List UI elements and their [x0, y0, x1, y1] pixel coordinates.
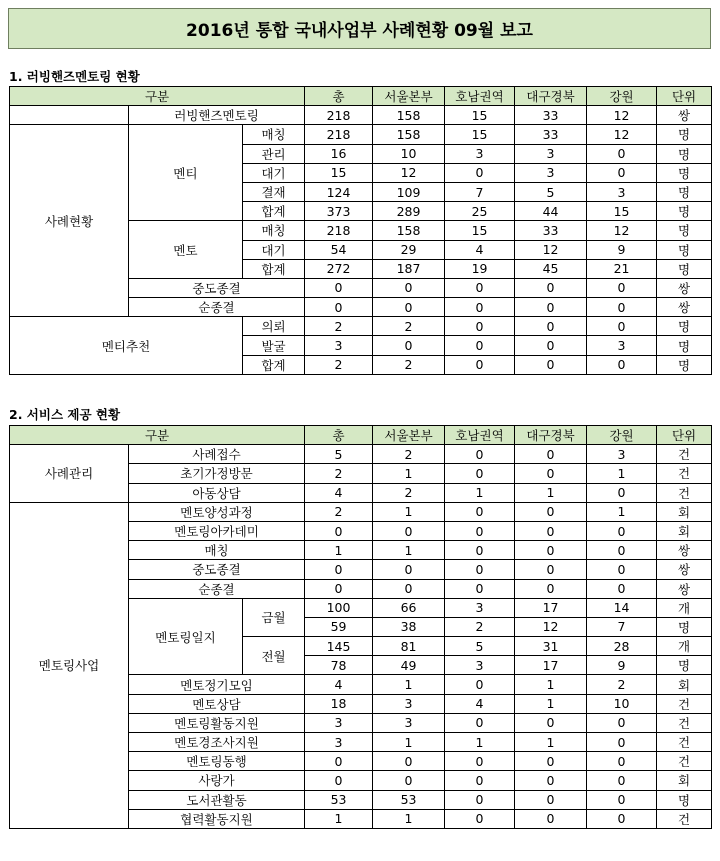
cell-value: 15: [305, 163, 373, 182]
cell-value: 14: [587, 598, 657, 617]
cell-value: 289: [373, 202, 445, 221]
subgroup-label-mentoring-journal: 멘토링일지: [129, 598, 243, 675]
cell-value: 66: [373, 598, 445, 617]
cell-value: 0: [587, 278, 657, 297]
row-label: 관리: [243, 144, 305, 163]
cell-value: 3: [373, 694, 445, 713]
cell-value: 187: [373, 259, 445, 278]
cell-value: 0: [515, 713, 587, 732]
header-daegu: 대구경북: [515, 87, 587, 106]
cell-value: 0: [515, 541, 587, 560]
cell-value: 53: [305, 790, 373, 809]
cell-value: 1: [587, 464, 657, 483]
row-label: 대기: [243, 240, 305, 259]
cell-value: 0: [587, 771, 657, 790]
header-gangwon: 강원: [587, 426, 657, 445]
table-header-row: [10, 87, 712, 106]
cell-value: 0: [305, 298, 373, 317]
table-row: [10, 502, 712, 521]
cell-value: 0: [445, 809, 515, 828]
cell-unit: 회: [657, 502, 712, 521]
cell-value: 5: [515, 182, 587, 201]
header-category: 구분: [10, 87, 305, 106]
cell-value: 12: [587, 125, 657, 144]
row-label: 협력활동지원: [129, 809, 305, 828]
cell-value: 0: [305, 752, 373, 771]
cell-value: 17: [515, 656, 587, 675]
cell-value: 1: [373, 502, 445, 521]
header-seoul: 서울본부: [373, 426, 445, 445]
cell-value: 38: [373, 617, 445, 636]
cell-unit: 명: [657, 355, 712, 374]
cell-value: 3: [445, 656, 515, 675]
cell-value: 45: [515, 259, 587, 278]
cell-value: 3: [587, 182, 657, 201]
cell-value: 1: [305, 809, 373, 828]
cell-value: 9: [587, 240, 657, 259]
subgroup-label-mentee: 멘티: [129, 125, 243, 221]
cell-value: 3: [305, 713, 373, 732]
cell-value: 1: [587, 502, 657, 521]
cell-value: 18: [305, 694, 373, 713]
cell-value: 272: [305, 259, 373, 278]
row-label: 순종결: [129, 579, 305, 598]
cell-value: 4: [305, 483, 373, 502]
cell-value: 0: [305, 771, 373, 790]
cell-value: 81: [373, 637, 445, 656]
cell-value: 2: [587, 675, 657, 694]
cell-value: 7: [445, 182, 515, 201]
cell-value: 0: [587, 521, 657, 540]
cell-unit: 건: [657, 752, 712, 771]
cell-value: 12: [515, 617, 587, 636]
row-label: 매칭: [243, 125, 305, 144]
cell-value: 0: [587, 733, 657, 752]
row-label: 멘토링동행: [129, 752, 305, 771]
header-daegu: 대구경북: [515, 426, 587, 445]
row-label: 합계: [243, 202, 305, 221]
cell-value: 15: [445, 125, 515, 144]
cell-value: 100: [305, 598, 373, 617]
cell-unit: 명: [657, 163, 712, 182]
cell-value: 49: [373, 656, 445, 675]
cell-unit: 회: [657, 675, 712, 694]
cell-value: 2: [445, 617, 515, 636]
cell-value: 33: [515, 125, 587, 144]
cell-unit: 쌍: [657, 579, 712, 598]
cell-value: 124: [305, 182, 373, 201]
cell-unit: 건: [657, 445, 712, 464]
header-total: 총: [305, 426, 373, 445]
cell-value: 1: [305, 541, 373, 560]
section2-heading: 2. 서비스 제공 현황: [9, 407, 121, 422]
row-label: 의뢰: [243, 317, 305, 336]
cell-value: 3: [587, 336, 657, 355]
cell-value: 53: [373, 790, 445, 809]
row-label: 멘토정기모임: [129, 675, 305, 694]
cell-value: 0: [445, 317, 515, 336]
cell-unit: 명: [657, 125, 712, 144]
cell-value: 0: [515, 278, 587, 297]
cell-value: 0: [445, 790, 515, 809]
cell-value: 33: [515, 106, 587, 125]
cell-value: 0: [515, 502, 587, 521]
cell-unit: 쌍: [657, 541, 712, 560]
cell-unit: 명: [657, 144, 712, 163]
cell-value: 5: [305, 445, 373, 464]
service-status-table: [9, 425, 712, 829]
cell-value: 158: [373, 106, 445, 125]
cell-value: 33: [515, 221, 587, 240]
row-label: 도서관활동: [129, 790, 305, 809]
cell-value: 0: [305, 521, 373, 540]
row-label-this-month: 금월: [243, 598, 305, 636]
cell-value: 2: [305, 502, 373, 521]
row-label-last-month: 전월: [243, 637, 305, 675]
cell-value: 28: [587, 637, 657, 656]
cell-value: 15: [445, 106, 515, 125]
cell-unit: 명: [657, 790, 712, 809]
cell-value: 3: [445, 598, 515, 617]
cell-value: 15: [587, 202, 657, 221]
cell-value: 373: [305, 202, 373, 221]
cell-value: 0: [515, 790, 587, 809]
header-honam: 호남권역: [445, 426, 515, 445]
row-label: 매칭: [129, 541, 305, 560]
cell-value: 218: [305, 125, 373, 144]
row-label: 사랑가: [129, 771, 305, 790]
cell-value: 17: [515, 598, 587, 617]
group-label-mentee-recommend: 멘티추천: [10, 317, 243, 375]
cell-value: 29: [373, 240, 445, 259]
row-label: 매칭: [243, 221, 305, 240]
cell-value: 0: [373, 336, 445, 355]
row-label: 대기: [243, 163, 305, 182]
empty-cell: [10, 106, 129, 125]
cell-unit: 명: [657, 202, 712, 221]
row-label: 멘토양성과정: [129, 502, 305, 521]
cell-value: 0: [445, 541, 515, 560]
cell-value: 0: [587, 752, 657, 771]
header-seoul: 서울본부: [373, 87, 445, 106]
table-row: [10, 125, 712, 144]
cell-value: 12: [373, 163, 445, 182]
header-category: 구분: [10, 426, 305, 445]
cell-value: 59: [305, 617, 373, 636]
cell-value: 78: [305, 656, 373, 675]
cell-value: 0: [445, 298, 515, 317]
cell-value: 0: [515, 355, 587, 374]
cell-unit: 쌍: [657, 560, 712, 579]
group-label-mentoring-business: 멘토링사업: [10, 502, 129, 828]
cell-unit: 명: [657, 259, 712, 278]
cell-value: 2: [305, 317, 373, 336]
cell-value: 0: [587, 355, 657, 374]
cell-value: 0: [515, 445, 587, 464]
cell-value: 4: [445, 694, 515, 713]
cell-value: 0: [587, 317, 657, 336]
cell-value: 12: [515, 240, 587, 259]
cell-unit: 명: [657, 182, 712, 201]
cell-unit: 쌍: [657, 298, 712, 317]
cell-unit: 쌍: [657, 278, 712, 297]
cell-unit: 명: [657, 221, 712, 240]
cell-value: 15: [445, 221, 515, 240]
cell-value: 0: [445, 278, 515, 297]
cell-unit: 건: [657, 733, 712, 752]
cell-value: 0: [373, 521, 445, 540]
cell-value: 0: [515, 560, 587, 579]
cell-value: 1: [445, 483, 515, 502]
cell-value: 31: [515, 637, 587, 656]
cell-value: 10: [373, 144, 445, 163]
cell-unit: 명: [657, 617, 712, 636]
cell-value: 0: [373, 771, 445, 790]
cell-value: 25: [445, 202, 515, 221]
cell-value: 218: [305, 106, 373, 125]
row-label: 중도종결: [129, 560, 305, 579]
row-label: 멘토경조사지원: [129, 733, 305, 752]
cell-unit: 쌍: [657, 106, 712, 125]
cell-value: 0: [515, 336, 587, 355]
cell-value: 0: [587, 560, 657, 579]
cell-value: 0: [305, 560, 373, 579]
cell-value: 0: [445, 675, 515, 694]
cell-value: 2: [305, 464, 373, 483]
cell-value: 2: [373, 317, 445, 336]
cell-value: 0: [305, 579, 373, 598]
cell-value: 3: [587, 445, 657, 464]
cell-value: 0: [305, 278, 373, 297]
header-unit: 단위: [657, 426, 712, 445]
cell-value: 0: [445, 771, 515, 790]
cell-value: 10: [587, 694, 657, 713]
cell-value: 0: [515, 809, 587, 828]
cell-value: 0: [587, 579, 657, 598]
cell-value: 109: [373, 182, 445, 201]
table-row: [10, 317, 712, 336]
cell-value: 21: [587, 259, 657, 278]
cell-unit: 명: [657, 240, 712, 259]
cell-value: 1: [373, 675, 445, 694]
cell-value: 0: [445, 560, 515, 579]
cell-value: 44: [515, 202, 587, 221]
cell-value: 0: [515, 579, 587, 598]
cell-unit: 건: [657, 464, 712, 483]
row-label: 초기가정방문: [129, 464, 305, 483]
cell-value: 3: [305, 336, 373, 355]
subgroup-label-mentor: 멘토: [129, 221, 243, 279]
cell-value: 54: [305, 240, 373, 259]
cell-unit: 회: [657, 521, 712, 540]
row-label: 합계: [243, 355, 305, 374]
row-label: 멘토상담: [129, 694, 305, 713]
cell-value: 0: [587, 298, 657, 317]
row-label: 멘토링아카데미: [129, 521, 305, 540]
cell-unit: 명: [657, 656, 712, 675]
cell-value: 0: [587, 483, 657, 502]
mentoring-status-table: [9, 86, 712, 375]
cell-value: 0: [373, 298, 445, 317]
cell-value: 0: [515, 521, 587, 540]
cell-value: 0: [445, 464, 515, 483]
table-row: [10, 106, 712, 125]
cell-value: 4: [305, 675, 373, 694]
cell-value: 0: [587, 809, 657, 828]
cell-value: 0: [587, 713, 657, 732]
row-label: 사례접수: [129, 445, 305, 464]
cell-value: 0: [373, 579, 445, 598]
cell-value: 12: [587, 106, 657, 125]
section1-heading: 1. 러빙핸즈멘토링 현황: [9, 69, 140, 84]
cell-value: 0: [445, 163, 515, 182]
cell-value: 1: [445, 733, 515, 752]
cell-value: 0: [445, 521, 515, 540]
cell-value: 158: [373, 221, 445, 240]
cell-value: 4: [445, 240, 515, 259]
cell-value: 0: [515, 464, 587, 483]
cell-value: 218: [305, 221, 373, 240]
report-title: 2016년 통합 국내사업부 사례현황 09월 보고: [8, 8, 711, 49]
row-label: 러빙핸즈멘토링: [129, 106, 305, 125]
cell-unit: 건: [657, 713, 712, 732]
cell-value: 5: [445, 637, 515, 656]
cell-value: 0: [515, 771, 587, 790]
cell-value: 19: [445, 259, 515, 278]
cell-value: 3: [445, 144, 515, 163]
row-label: 아동상담: [129, 483, 305, 502]
cell-value: 16: [305, 144, 373, 163]
cell-value: 0: [445, 752, 515, 771]
cell-value: 2: [305, 355, 373, 374]
cell-value: 3: [515, 163, 587, 182]
cell-value: 9: [587, 656, 657, 675]
cell-value: 0: [445, 336, 515, 355]
cell-value: 1: [515, 675, 587, 694]
header-honam: 호남권역: [445, 87, 515, 106]
cell-unit: 개: [657, 637, 712, 656]
cell-value: 1: [373, 733, 445, 752]
cell-value: 0: [587, 541, 657, 560]
cell-value: 2: [373, 445, 445, 464]
cell-unit: 건: [657, 809, 712, 828]
cell-value: 0: [587, 163, 657, 182]
table-header-row: [10, 426, 712, 445]
row-label: 중도종결: [129, 278, 305, 297]
cell-value: 7: [587, 617, 657, 636]
cell-value: 0: [445, 579, 515, 598]
cell-value: 3: [305, 733, 373, 752]
cell-value: 0: [445, 445, 515, 464]
cell-unit: 명: [657, 336, 712, 355]
cell-value: 145: [305, 637, 373, 656]
header-gangwon: 강원: [587, 87, 657, 106]
cell-value: 0: [445, 713, 515, 732]
cell-value: 0: [445, 355, 515, 374]
group-label-case-management: 사례관리: [10, 445, 129, 503]
cell-value: 0: [373, 278, 445, 297]
cell-value: 0: [373, 752, 445, 771]
cell-value: 158: [373, 125, 445, 144]
header-unit: 단위: [657, 87, 712, 106]
cell-value: 3: [373, 713, 445, 732]
cell-value: 1: [515, 733, 587, 752]
cell-value: 0: [515, 298, 587, 317]
cell-unit: 명: [657, 317, 712, 336]
row-label: 결재: [243, 182, 305, 201]
cell-value: 0: [515, 317, 587, 336]
table-row: [10, 445, 712, 464]
row-label: 합계: [243, 259, 305, 278]
cell-value: 1: [373, 809, 445, 828]
cell-value: 0: [445, 502, 515, 521]
cell-unit: 건: [657, 694, 712, 713]
cell-value: 0: [373, 560, 445, 579]
cell-value: 1: [373, 541, 445, 560]
cell-value: 1: [515, 694, 587, 713]
cell-value: 3: [515, 144, 587, 163]
cell-unit: 개: [657, 598, 712, 617]
header-total: 총: [305, 87, 373, 106]
row-label: 순종결: [129, 298, 305, 317]
row-label: 멘토링활동지원: [129, 713, 305, 732]
cell-value: 12: [587, 221, 657, 240]
cell-value: 2: [373, 483, 445, 502]
cell-unit: 건: [657, 483, 712, 502]
row-label: 발굴: [243, 336, 305, 355]
cell-value: 0: [587, 790, 657, 809]
cell-value: 0: [587, 144, 657, 163]
cell-value: 0: [515, 752, 587, 771]
cell-value: 1: [373, 464, 445, 483]
cell-unit: 회: [657, 771, 712, 790]
group-label-case-status: 사례현황: [10, 125, 129, 317]
cell-value: 2: [373, 355, 445, 374]
cell-value: 1: [515, 483, 587, 502]
